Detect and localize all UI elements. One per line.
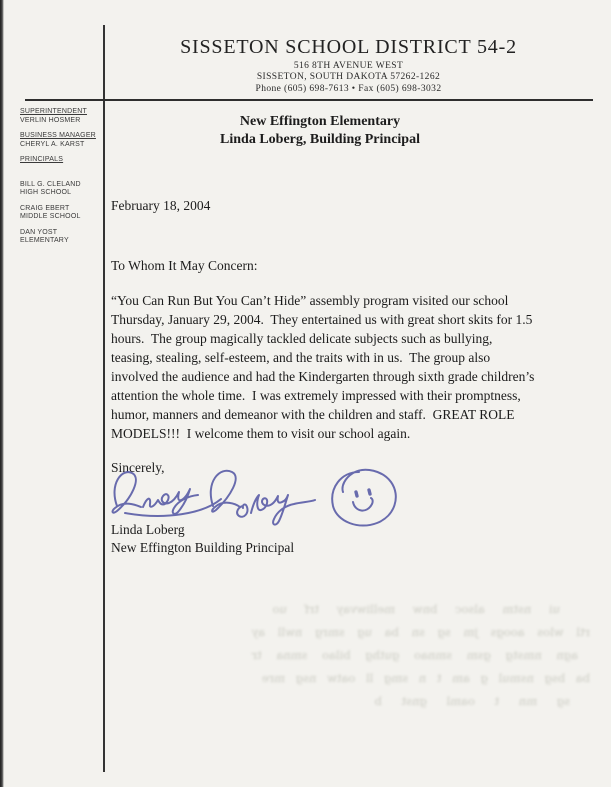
phone-fax-line: Phone (605) 698-7613 • Fax (605) 698-3032 <box>255 83 442 94</box>
sidebar-principals-heading <box>20 156 100 165</box>
salutation: To Whom It May Concern: <box>111 258 258 273</box>
sidebar-name: CRAIG EBERT <box>20 204 70 212</box>
ghost-line: agn nmstg gsm smnao guthg bilao smna tr <box>251 648 578 662</box>
principal-heading: Linda Loberg, Building Principal <box>220 132 420 147</box>
sidebar-role: MIDDLE SCHOOL <box>20 213 81 220</box>
sidebar-name: CHERYL A. KARST <box>20 140 85 148</box>
ghost-line: sg mn t oaml gnst b <box>374 694 570 708</box>
sidebar-principal-middle-school <box>20 205 100 222</box>
ghost-line: ba bsg nsmul g am t n smg ll oatw nsg mre <box>261 671 590 685</box>
closing: Sincerely, <box>111 460 165 475</box>
bleed-through-text <box>105 598 590 713</box>
sidebar-role: HIGH SCHOOL <box>20 189 72 196</box>
ghost-line: rtl wlos aoogs jm sg sn ba ug smrg nwll ay <box>251 625 590 639</box>
ghost-line: ui nstm alsoc bnw melliwvay trf uo <box>272 602 560 616</box>
sidebar-name: DAN YOST <box>20 228 58 236</box>
sidebar-principal-elementary <box>20 229 100 246</box>
address-line-2: SISSETON, SOUTH DAKOTA 57262-1262 <box>256 72 441 82</box>
typed-signature-name: Linda Loberg <box>111 522 185 537</box>
district-name: SISSETON SCHOOL DISTRICT 54-2 <box>180 36 517 58</box>
sidebar-role: ELEMENTARY <box>20 237 69 244</box>
letterhead <box>104 36 593 94</box>
sidebar-principal-high-school <box>20 181 100 198</box>
letter-date: February 18, 2004 <box>111 198 211 213</box>
sidebar-superintendent <box>20 108 100 125</box>
sidebar-heading: PRINCIPALS <box>20 156 64 163</box>
address-line-1: 516 8TH AVENUE WEST <box>293 60 404 71</box>
letter-body: “You Can Run But You Can’t Hide” assembly program visited our school Thursday, January 29, 2004. They entertained us with great short skits for 1.5 hours. The group magically tackled delicate subjects such as bullying, teasing, stealing, self-esteem, and the traits with in us. The group also involved the audience and had the Kindergarten through sixth grade children’s attention the whole time. I was extremely impressed with their promptness, humor, manners and demeanor with the children and staff. GREAT ROLE MODELS!!! I welcome them to visit our school again. <box>111 293 538 441</box>
school-heading: New Effington Elementary <box>239 114 401 129</box>
smiley-face-doodle <box>323 462 408 532</box>
sidebar-heading: SUPERINTENDENT <box>20 108 87 115</box>
sidebar-name: VERLIN HOSMER <box>20 116 81 124</box>
scan-edge-artifact <box>0 0 4 787</box>
sidebar-heading: BUSINESS MANAGER <box>20 132 96 139</box>
letterhead-divider-rule <box>25 99 593 101</box>
staff-sidebar <box>20 108 100 253</box>
sidebar-business-manager <box>20 132 100 149</box>
typed-signature-title: New Effington Building Principal <box>111 540 295 555</box>
sidebar-name: BILL G. CLELAND <box>20 180 81 188</box>
